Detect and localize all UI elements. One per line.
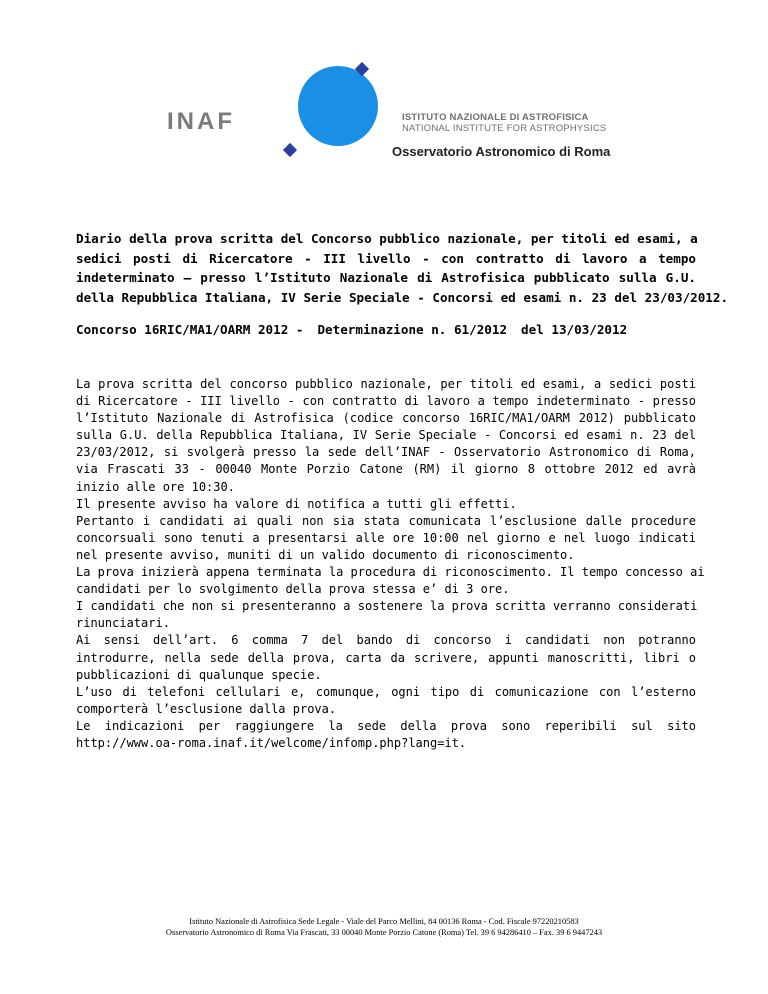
title-line: indeterminato – presso l’Istituto Nazionale di Astrofisica pubblicato sulla G.U.	[76, 270, 696, 285]
concorso-reference	[76, 322, 641, 337]
body-line: nel presente avviso, muniti di un valido documento di riconoscimento.	[76, 547, 575, 562]
title-line: della Repubblica Italiana, IV Serie Speciale - Concorsi ed esami n. 23 del 23/03/2012.	[76, 289, 729, 305]
body-line: L’uso di telefoni cellulari e, comunque, ogni tipo di comunicazione con l’esterno	[76, 684, 696, 699]
body-line: http://www.oa-roma.inaf.it/welcome/infomp.php?lang=it.	[76, 735, 467, 750]
notice-body	[76, 376, 705, 752]
body-line: 23/03/2012, si svolgerà presso la sede dell’INAF - Osservatorio Astronomico di Roma,	[76, 445, 696, 460]
body-line: pubblicazioni di qualunque specie.	[76, 667, 322, 682]
body-line: Pertanto i candidati ai quali non sia stata comunicata l’esclusione dalle procedure	[76, 513, 696, 528]
body-line: La prova inizierà appena terminata la procedura di riconoscimento. Il tempo concesso ai	[76, 565, 705, 580]
title-line: Diario della prova scritta del Concorso pubblico nazionale, per titoli ed esami, a	[76, 231, 698, 246]
body-line: I candidati che non si presenteranno a sostenere la prova scritta verranno considerati	[76, 599, 698, 614]
observatory-name: Osservatorio Astronomico di Roma	[392, 144, 611, 159]
letterhead	[0, 0, 768, 190]
body-line: La prova scritta del concorso pubblico nazionale, per titoli ed esami, a sedici posti	[76, 377, 696, 391]
body-line: Le indicazioni per raggiungere la sede della prova sono reperibili sul sito	[76, 718, 696, 733]
body-line: comporterà l’esclusione dalla prova.	[76, 701, 337, 716]
body-line: Ai sensi dell’art. 6 comma 7 del bando di concorso i candidati non potranno	[76, 633, 696, 648]
concorso-code: Concorso 16RIC/MA1/OARM 2012 -	[76, 322, 304, 337]
document-title	[76, 229, 729, 307]
footer-observatory-address: Osservatorio Astronomico di Roma Via Frascati, 33 00040 Monte Porzio Catone (Roma) Tel. 39 6 94286410 – Fax. 39 6 9447243	[165, 928, 603, 937]
logo-circle-shape	[298, 66, 378, 146]
logo-text: INAF	[167, 108, 235, 135]
body-line: concorsuali sono tenuti a presentarsi alle ore 10:00 nel giorno e nel luogo indicati	[76, 530, 696, 545]
footer-legal-address: Istituto Nazionale di Astrofisica Sede Legale - Viale del Parco Mellini, 84 00136 Roma - Cod. Fiscale 97220210583	[189, 917, 579, 926]
logo-diamond-bottom-shape	[283, 143, 297, 157]
body-line: inizio alle ore 10:30.	[76, 479, 235, 494]
title-line: sedici posti di Ricercatore - III livello - con contratto di lavoro a tempo	[76, 250, 696, 266]
body-line: rinunciatari.	[76, 616, 170, 631]
determinazione-date: del 13/03/2012	[521, 322, 628, 337]
body-line: Il presente avviso ha valore di notifica a tutti gli effetti.	[76, 496, 517, 511]
body-line: candidati per lo svolgimento della prova stessa e’ di 3 ore.	[76, 582, 510, 597]
footer	[0, 916, 768, 938]
body-line: l’Istituto Nazionale di Astrofisica (codice concorso 16RIC/MA1/OARM 2012) pubblicato	[76, 411, 696, 426]
institute-name-italian: ISTITUTO NAZIONALE DI ASTROFISICA	[402, 112, 589, 123]
body-line: sulla G.U. della Repubblica Italiana, IV Serie Speciale - Concorsi ed esami n. 23 del	[76, 428, 696, 443]
determinazione-number: Determinazione n. 61/2012	[317, 322, 508, 337]
body-line: introdurre, nella sede della prova, carta da scrivere, appunti manoscritti, libri o	[76, 650, 696, 665]
institute-name-english: NATIONAL INSTITUTE FOR ASTROPHYSICS	[402, 123, 607, 134]
body-line: via Frascati 33 - 00040 Monte Porzio Catone (RM) il giorno 8 ottobre 2012 ed avrà	[76, 462, 696, 477]
body-line: di Ricercatore - III livello - con contratto di lavoro a tempo indeterminato - presso	[76, 394, 696, 409]
